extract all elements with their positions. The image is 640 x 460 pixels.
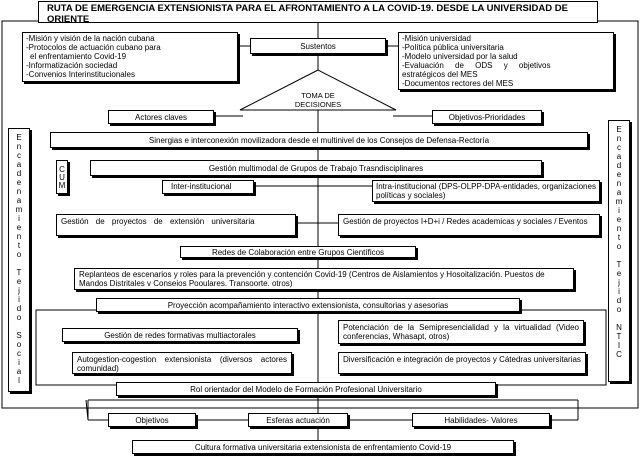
replanteos-box: Replanteos de escenarios y roles para la prevención y contención Covid-19 (Centros de Aislamientos y Hosoitalización. Puestos de Mandos Distritales v Conseios Pooulares. Transoorte. otros)	[74, 268, 574, 290]
vertical-letter: t	[17, 241, 21, 250]
vertical-letter: a	[616, 188, 622, 197]
toma-decisiones-label: TOMA DE DECISIONES	[294, 91, 342, 109]
vertical-letter: e	[16, 178, 22, 187]
vertical-letter: l	[18, 376, 20, 385]
vertical-letter: e	[616, 269, 622, 278]
vertical-letter: a	[616, 152, 622, 161]
vertical-letter	[614, 314, 624, 323]
vertical-letter: i	[618, 206, 620, 215]
vertical-letter: o	[616, 305, 622, 314]
left-list-item: -Misión y visión de la nación cubana	[26, 34, 155, 43]
left-vertical-text	[14, 133, 24, 385]
diversificacion-box: Diversificación e integración de proyectos y Cátedras universitarias	[338, 352, 586, 374]
vertical-letter: n	[16, 142, 22, 151]
vertical-letter: S	[16, 331, 22, 340]
right-list-item: -Evaluación de ODS y objetivos	[402, 61, 551, 70]
gestion-idi-box: Gestión de proyectos I+D+i / Redes academicas y sociales / Eventos	[338, 214, 600, 236]
vertical-letter: o	[16, 250, 22, 259]
vertical-letter: T	[16, 268, 22, 277]
vertical-letter: d	[16, 169, 22, 178]
redes-formativas-box: Gestión de redes formativas multiactorales	[62, 328, 298, 342]
inter-institucional-box: Inter-institucional	[162, 180, 254, 194]
vertical-letter: j	[618, 278, 620, 287]
vertical-letter: a	[16, 160, 22, 169]
right-vertical-text	[614, 125, 624, 359]
proyeccion-box: Proyección acompañamiento interactivo extensionista, consultorias y asesorias	[96, 298, 520, 312]
vertical-letter: E	[616, 125, 622, 134]
vertical-letter: a	[16, 367, 22, 376]
cum-box	[56, 160, 68, 194]
objetivos-prioridades-box: Objetivos-Prioridades	[432, 110, 542, 124]
right-list-item: estratégicos del MES	[402, 70, 478, 79]
vertical-letter: E	[16, 133, 22, 142]
vertical-letter: i	[18, 214, 20, 223]
right-vertical-box	[608, 120, 630, 382]
vertical-letter: c	[17, 349, 21, 358]
right-list-item: -Documentos rectores del MES	[402, 79, 514, 88]
vertical-letter: d	[616, 161, 622, 170]
left-foundations-list	[22, 32, 238, 82]
potenciacion-box: Potenciación de la Semipresencialidad y la virtualidad (Video conferencias, Whasapt, otros)	[338, 320, 584, 344]
vertical-letter: c	[17, 151, 21, 160]
vertical-letter: i	[18, 358, 20, 367]
left-list-item: -Protocolos de actuación cubano para	[26, 43, 161, 52]
vertical-letter: e	[16, 277, 22, 286]
vertical-letter: N	[616, 323, 622, 332]
right-list-item: -Política pública universitaria	[402, 43, 504, 52]
vertical-letter: e	[616, 215, 622, 224]
vertical-letter: n	[616, 134, 622, 143]
vertical-letter: j	[18, 286, 20, 295]
vertical-letter: T	[616, 260, 622, 269]
sinergias-box: Sinergias e interconexión movilizadora desde el multinivel de los Consejos de Defensa-Rectoría	[50, 132, 588, 148]
left-list-item: -Informatización sociedad	[26, 61, 118, 70]
cum-label: CUM	[57, 165, 67, 189]
right-foundations-list	[398, 32, 614, 90]
habilidades-box: Habilidades- Valores	[412, 413, 550, 427]
diagram-title: RUTA DE EMERGENCIA EXTENSIONISTA PARA EL AFRONTAMIENTO A LA COVID-19. DESDE LA UNIVERSIDAD DE ORIENTE	[38, 1, 598, 23]
vertical-letter: m	[615, 197, 623, 206]
objetivos-box: Objetivos	[108, 413, 196, 427]
vertical-letter: n	[16, 232, 22, 241]
intra-institucional-box: Intra-institucional (DPS-OLPP-DPA-entidades, organizaciones políticas y sociales)	[372, 180, 600, 202]
vertical-letter: e	[616, 170, 622, 179]
gestion-multimodal-box: Gestión multimodal de Grupos de Trabajo Trasndisciplinares	[90, 160, 542, 176]
actores-box: Actores claves	[108, 110, 214, 124]
vertical-letter	[614, 251, 624, 260]
vertical-letter: T	[616, 332, 622, 341]
cultura-box: Cultura formativa universitaria extensionista de enfrentamiento Covid-19	[132, 440, 514, 454]
rol-orientador-box: Rol orientador del Modelo de Formación Profesional Universitario	[116, 382, 496, 396]
vertical-letter: o	[616, 242, 622, 251]
vertical-letter: a	[16, 196, 22, 205]
vertical-letter	[14, 259, 24, 268]
vertical-letter: c	[617, 143, 621, 152]
vertical-letter: n	[616, 179, 622, 188]
gestion-extension-box: Gestión de proyectos de extensión universitaria	[56, 214, 296, 236]
right-list-item: -Misión universidad	[402, 34, 471, 43]
sustentos-box: Sustentos	[250, 38, 386, 54]
vertical-letter: t	[617, 233, 621, 242]
vertical-letter: n	[616, 224, 622, 233]
vertical-letter: i	[618, 287, 620, 296]
vertical-letter: d	[16, 304, 22, 313]
vertical-letter: n	[16, 187, 22, 196]
vertical-letter: o	[16, 340, 22, 349]
vertical-letter: o	[16, 313, 22, 322]
vertical-letter	[14, 322, 24, 331]
vertical-letter: e	[16, 223, 22, 232]
redes-colaboracion-box: Redes de Colaboración entre Grupos Científicos	[180, 246, 416, 258]
vertical-letter: d	[616, 296, 622, 305]
vertical-letter: C	[616, 350, 622, 359]
vertical-letter: i	[18, 295, 20, 304]
left-list-item: -Convenios Interinstitucionales	[26, 70, 135, 79]
vertical-letter: I	[617, 341, 621, 350]
left-vertical-box	[8, 128, 30, 392]
left-list-item: el enfrentamiento Covid-19	[30, 52, 127, 61]
esferas-box: Esferas actuación	[248, 413, 348, 427]
vertical-letter: m	[15, 205, 23, 214]
autogestion-box: Autogestion-cogestion extensionista (diversos actores comunidad)	[72, 352, 292, 374]
right-list-item: -Modelo universidad por la salud	[402, 52, 518, 61]
